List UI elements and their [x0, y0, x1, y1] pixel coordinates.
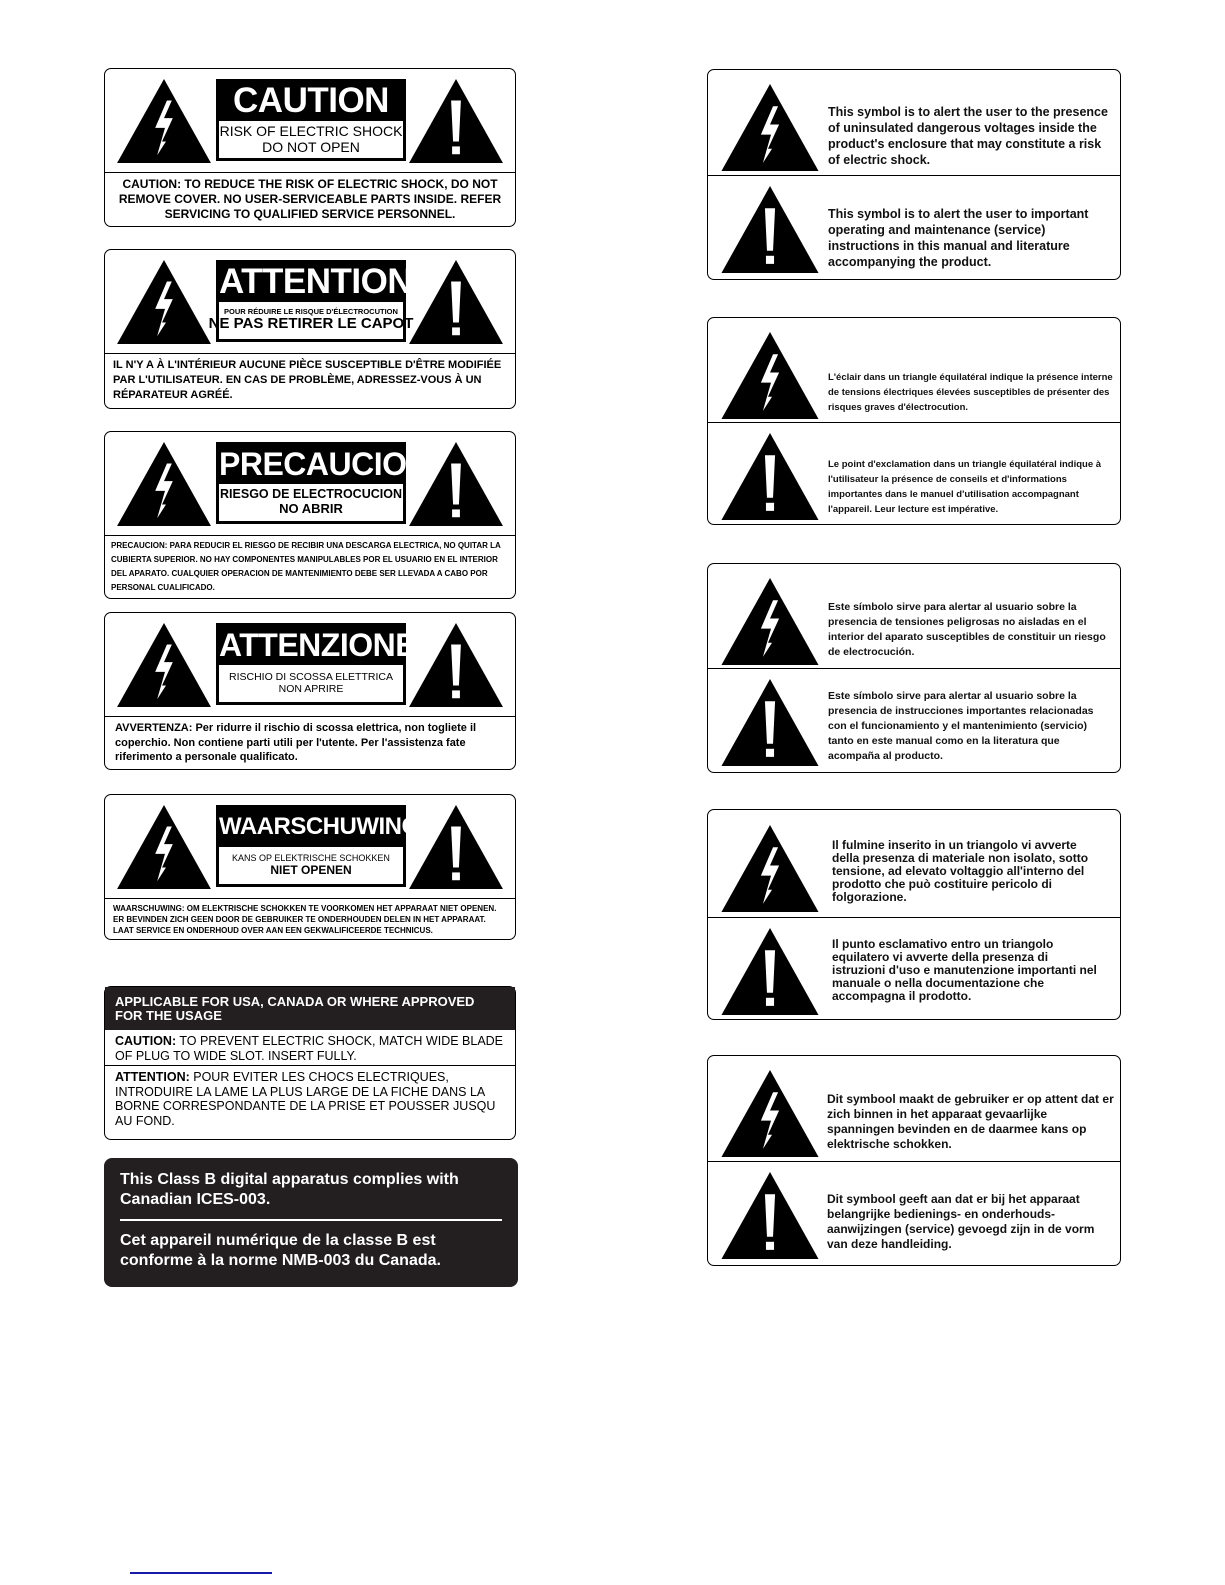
lightning-warning-icon [115, 440, 213, 528]
attention-title-block [208, 260, 414, 342]
canada-french-text: Cet appareil numérique de la classe B est conforme à la norme NMB-003 du Canada. [120, 1231, 441, 1269]
waarschuwing-subtitle-2: NIET OPENEN [270, 862, 352, 877]
lightning-explanation-row [708, 318, 1120, 422]
waarschuwing-subtitle-box [219, 847, 403, 884]
exclamation-warning-icon [719, 184, 821, 275]
exclamation-explanation-row [708, 668, 1120, 772]
lightning-explanation-row [708, 810, 1120, 917]
attenzione-title: ATTENZIONE [219, 627, 417, 663]
attenzione-subtitle-1: RISCHIO DI SCOSSA ELETTRICA [229, 670, 393, 683]
exclamation-explanation-text: Dit symbool geeft aan dat er bij het apparaat belangrijke bedienings- en onderhouds-aanwijzingen (service) gevoegd zijn in de vorm van deze handleiding. [827, 1192, 1095, 1251]
attention-label [104, 249, 516, 409]
attention-subtitle-2: NE PAS RETIRER LE CAPOT [208, 315, 414, 333]
waarschuwing-label [104, 794, 516, 940]
plug-caution-section [105, 1030, 515, 1066]
attenzione-label [104, 612, 516, 770]
lightning-warning-icon [115, 77, 213, 165]
plug-attention-section [105, 1066, 515, 1132]
waarschuwing-text: WAARSCHUWING: OM ELEKTRISCHE SCHOKKEN TE VOORKOMEN HET APPARAAT NIET OPENEN. ER BEVINDEN ZICH GEEN DOOR DE GEBRUIKER TE ONDERHOUDEN DELEN IN HET APPARAAT. LAAT SERVICE EN ONDERHOUD OVER AAN EEN GEKWALIFICEERDE TECHNICUS. [113, 904, 497, 935]
caution-text: CAUTION: TO REDUCE THE RISK OF ELECTRIC SHOCK, DO NOT REMOVE COVER. NO USER-SERVICEABLE PARTS INSIDE. REFER SERVICING TO QUALIFIED SERVICE PERSONNEL. [118, 177, 502, 221]
precaucion-subtitle-box [219, 484, 403, 521]
exclamation-explanation-row [708, 1161, 1120, 1265]
lightning-warning-icon [719, 823, 821, 914]
exclamation-warning-icon [407, 440, 505, 528]
lightning-warning-icon [115, 621, 213, 709]
lightning-warning-icon [719, 82, 821, 173]
lightning-warning-icon [115, 803, 213, 891]
precaucion-text: PRECAUCION: PARA REDUCIR EL RIESGO DE RECIBIR UNA DESCARGA ELECTRICA, NO QUITAR LA CUBIERTA SUPERIOR. NO HAY COMPONENTES MANIPULABLES POR EL USUARIO EN EL INTERIOR DEL APARATO. CUALQUIER OPERACION DE MANTENIMIENTO DEBE SER LLEVADA A CABO POR PERSONAL CUALIFICADO. [111, 541, 501, 592]
exclamation-explanation-text: Le point d'exclamation dans un triangle équilatéral indique à l'utilisateur la présence de conseils et d'informations importantes dans le manuel d'utilisation accompagnant l'appareil. Leur lecture est impérative. [828, 459, 1102, 515]
caution-label [104, 68, 516, 227]
lightning-explanation-text: Este símbolo sirve para alertar al usuario sobre la presencia de tensiones peligrosas no aisladas en el interior del aparato susceptibles de constituir un riesgo de electrocución. [828, 601, 1106, 658]
footer-link-underline[interactable] [130, 1572, 272, 1574]
lightning-warning-icon [719, 576, 821, 667]
symbol-explanation-french [707, 317, 1121, 525]
exclamation-explanation-text: Il punto esclamativo entro un triangolo equilatero vi avverte della presenza di istruzioni d'uso e manutenzione importanti nel manuale o nella documentazione che accompagna il prodotto. [832, 937, 1097, 1003]
attenzione-subtitle-2: NON APRIRE [278, 682, 344, 695]
plug-caution-label: CAUTION: [115, 1034, 177, 1048]
exclamation-explanation-text: This symbol is to alert the user to important operating and maintenance (service) instructions in this manual and literature accompanying the product. [828, 207, 1089, 269]
exclamation-warning-icon [719, 431, 821, 522]
exclamation-warning-icon [407, 258, 505, 346]
canada-ices-notice [104, 1158, 518, 1287]
attenzione-text: AVVERTENZA: Per ridurre il rischio di scossa elettrica, non togliete il coperchio. Non contiene parti utili per l'utente. Per l'assistenza fate riferimento a personale qualificato. [115, 722, 477, 763]
waarschuwing-subtitle-1: KANS OP ELEKTRISCHE SCHOKKEN [232, 852, 390, 863]
symbol-explanation-italian [707, 809, 1121, 1020]
lightning-explanation-text: This symbol is to alert the user to the presence of uninsulated dangerous voltages inside the product's enclosure that may constitute a risk of electric shock. [828, 105, 1108, 167]
precaucion-label [104, 431, 516, 599]
caution-title-block [216, 79, 406, 161]
plug-attention-label: ATTENTION: [115, 1070, 190, 1084]
exclamation-warning-icon [407, 803, 505, 891]
exclamation-explanation-row [708, 917, 1120, 1019]
symbol-explanation-dutch [707, 1055, 1121, 1266]
precaucion-subtitle-1: RIESGO DE ELECTROCUCION [220, 487, 402, 502]
symbol-explanation-spanish [707, 563, 1121, 773]
plug-polarity-notice [104, 986, 516, 1140]
lightning-explanation-row [708, 564, 1120, 668]
attention-subtitle-1: POUR RÉDUIRE LE RISQUE D'ÉLECTROCUTION [224, 307, 398, 317]
lightning-explanation-text: Dit symbool maakt de gebruiker er op attent dat er zich binnen in het apparaat gevaarlijke spanningen bevinden en de daarmee kans op elektrische schokken. [827, 1092, 1114, 1151]
exclamation-explanation-text: Este símbolo sirve para alertar al usuario sobre la presencia de instrucciones importantes relacionadas con el funcionamiento y el mantenimiento (servicio) tanto en este manual como en la literatura que acompaña al producto. [828, 690, 1094, 762]
symbol-explanation-english [707, 69, 1121, 280]
waarschuwing-title: WAARSCHUWING [219, 813, 420, 840]
lightning-explanation-row [708, 1056, 1120, 1161]
plug-notice-heading: APPLICABLE FOR USA, CANADA OR WHERE APPROVED FOR THE USAGE [105, 987, 515, 1030]
lightning-warning-icon [719, 1068, 821, 1159]
caution-subtitle-2: DO NOT OPEN [262, 138, 360, 155]
caution-subtitle-1: RISK OF ELECTRIC SHOCK [219, 123, 403, 140]
caution-title: CAUTION [233, 81, 389, 120]
attention-text: IL N'Y A À L'INTÉRIEUR AUCUNE PIÈCE SUSCEPTIBLE D'ÊTRE MODIFIÉE PAR L'UTILISATEUR. EN CAS DE PROBLÈME, ADRESSEZ-VOUS À UN RÉPARATEUR AGRÉÉ. [113, 359, 502, 401]
exclamation-warning-icon [719, 926, 821, 1017]
attenzione-subtitle-box [219, 665, 403, 702]
canada-divider [120, 1219, 502, 1221]
lightning-explanation-row [708, 70, 1120, 175]
exclamation-explanation-row [708, 175, 1120, 279]
exclamation-warning-icon [719, 1170, 821, 1261]
exclamation-warning-icon [407, 77, 505, 165]
plug-attention-text: POUR EVITER LES CHOCS ELECTRIQUES, INTRODUIRE LA LAME LA PLUS LARGE DE LA FICHE DANS LA BORNE CORRESPONDANTE DE LA PRISE ET POUSSER JUSQU AU FOND. [115, 1070, 496, 1128]
caution-subtitle-box [219, 121, 403, 158]
lightning-warning-icon [719, 330, 821, 421]
attenzione-title-block [216, 623, 417, 705]
lightning-explanation-text: L'éclair dans un triangle équilatéral indique la présence interne de tensions électriques élevées susceptibles de présenter des risques graves d'électrocution. [828, 372, 1113, 413]
lightning-explanation-text: Il fulmine inserito in un triangolo vi avverte della presenza di materiale non isolato, sotto tensione, ad elevato voltaggio all'interno del prodotto che può costituire pericolo di folgorazione. [832, 838, 1089, 904]
attention-title: ATTENTION [219, 262, 413, 301]
precaucion-title: PRECAUCION [219, 446, 430, 482]
exclamation-explanation-row [708, 422, 1120, 524]
precaucion-subtitle-2: NO ABRIR [279, 501, 343, 517]
exclamation-warning-icon [407, 621, 505, 709]
precaucion-title-block [216, 442, 430, 524]
lightning-warning-icon [115, 258, 213, 346]
attention-subtitle-box [208, 302, 414, 339]
canada-english-text: This Class B digital apparatus complies with Canadian ICES-003. [120, 1171, 459, 1208]
plug-caution-text: TO PREVENT ELECTRIC SHOCK, MATCH WIDE BLADE OF PLUG TO WIDE SLOT. INSERT FULLY. [115, 1034, 504, 1063]
exclamation-warning-icon [719, 677, 821, 768]
waarschuwing-title-block [216, 805, 420, 887]
